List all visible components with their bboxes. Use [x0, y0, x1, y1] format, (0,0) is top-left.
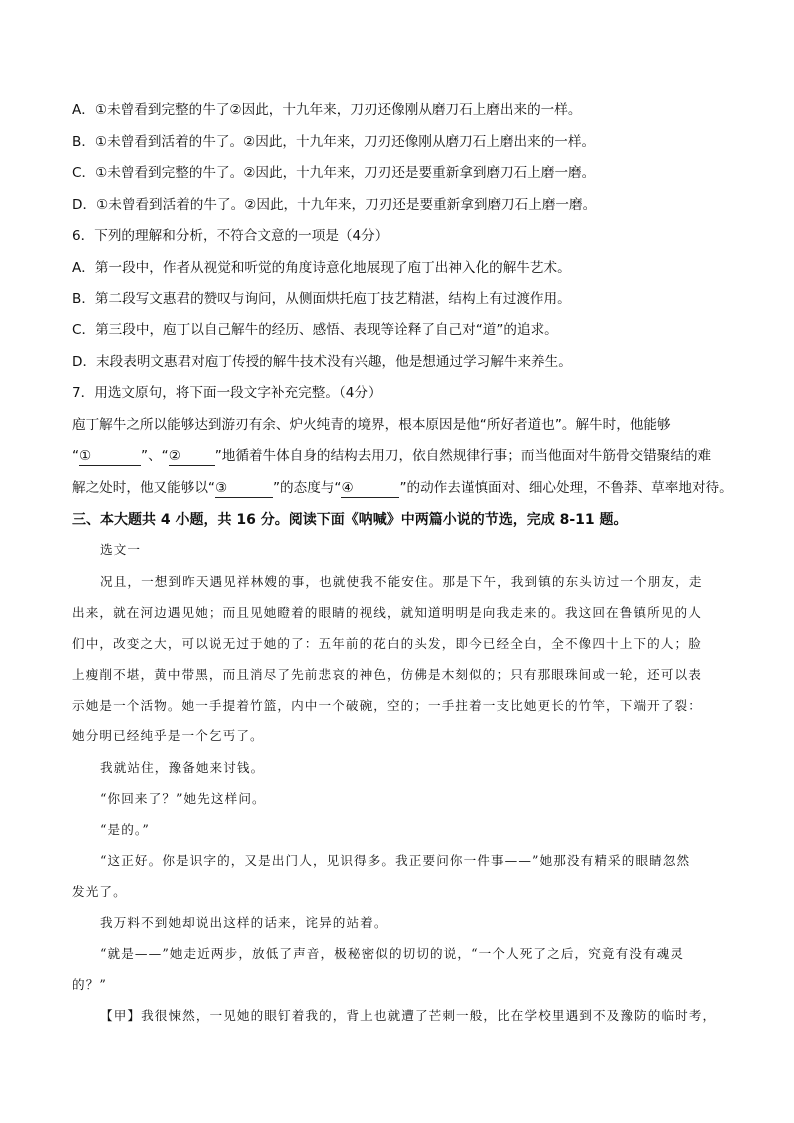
q6-option-a: A．第一段中，作者从视觉和听觉的角度诗意化地展现了庖丁出神入化的解牛艺术。 [72, 260, 571, 276]
q7-quote-open: “ [72, 448, 80, 464]
passage-line: “你回来了？”她先这样问。 [100, 791, 266, 806]
q7-text-mid1: ”、“ [141, 448, 169, 464]
section3-heading: 三、本大题共 4 小题，共 16 分。阅读下面《呐喊》中两篇小说的节选，完成 8-11 题。 [72, 512, 628, 528]
passage-line: 况且，一想到昨天遇见祥林嫂的事，也就使我不能安住。那是下午，我到镇的东头访过一个朋友，走 [100, 574, 703, 589]
q7-text-3b: ”的态度与“ [272, 480, 342, 496]
q6-option-b: B．第二段写文惠君的赞叹与询问，从侧面烘托庖丁技艺精湛，结构上有过渡作用。 [72, 291, 571, 307]
q7-blank-4[interactable]: ④ [341, 479, 399, 498]
q7-blank-3[interactable]: ③ [215, 479, 273, 498]
q7-text-line3 [72, 478, 733, 498]
q7-text-3a: 解之处时，他又能够以“ [72, 480, 215, 496]
q7-stem: 7．用选文原句，将下面一段文字补充完整。（4分） [72, 385, 382, 401]
passage-line: “是的。” [100, 822, 150, 837]
passage-line: 上瘦削不堪，黄中带黑，而且消尽了先前悲哀的神色，仿佛是木刻似的；只有那眼珠间或一轮，还可以表 [72, 667, 702, 682]
q7-text-mid2: ”地循着牛体自身的结构去用刀，依自然规律行事；而当他面对牛筋骨交错聚结的难 [214, 448, 712, 464]
passage-line: 出来，就在河边遇见她；而且见她瞪着的眼睛的视线，就知道明明是向我走来的。我这回在鲁镇所见的人 [72, 605, 702, 620]
q6-option-c: C．第三段中，庖丁以自己解牛的经历、感悟、表现等诠释了自己对“道”的追求。 [72, 322, 558, 338]
q5-option-d: D．①未曾看到活着的牛了。②因此，十九年来，刀刃还是要重新拿到磨刀石上磨一磨。 [72, 197, 597, 213]
q5-option-b: B．①未曾看到活着的牛了。②因此，十九年来，刀刃还像刚从磨刀石上磨出来的一样。 [72, 134, 596, 150]
q7-blank-2[interactable]: ② [169, 447, 215, 466]
passage-line: “就是——”她走近两步，放低了声音，极秘密似的切切的说，“一个人死了之后，究竟有没有魂灵 [100, 946, 685, 961]
passage-line: 示她是一个活物。她一手提着竹篮，内中一个破碗，空的；一手拄着一支比她更长的竹竿，下端开了裂： [72, 698, 702, 713]
q6-stem: 6．下列的理解和分析，不符合文意的一项是（4分） [72, 228, 389, 244]
q5-option-c: C．①未曾看到完整的牛了。②因此，十九年来，刀刃还是要重新拿到磨刀石上磨一磨。 [72, 165, 596, 181]
passage-line: 我就站住，豫备她来讨钱。 [100, 760, 265, 775]
passage-label: 选文一 [100, 542, 142, 557]
passage-line: 我万料不到她却说出这样的话来，诧异的站着。 [100, 915, 388, 930]
passage-line: 的？” [72, 977, 107, 992]
q7-text-3c: ”的动作去谨慎面对、细心处理，不鲁莽、草率地对待。 [399, 480, 733, 496]
passage-line: 【甲】我很悚然，一见她的眼钉着我的，背上也就遭了芒刺一般，比在学校里遇到不及豫防的临时考， [100, 1008, 717, 1023]
q6-option-d: D．末段表明文惠君对庖丁传授的解牛技术没有兴趣，他是想通过学习解牛来养生。 [72, 354, 572, 370]
q7-text-line1: 庖丁解牛之所以能够达到游刃有余、炉火纯青的境界，根本原因是他“所好者道也”。解牛时，他能够 [72, 417, 671, 433]
q7-text-line2 [72, 446, 711, 466]
q7-blank-1[interactable]: ① [79, 447, 141, 466]
q5-option-a: A．①未曾看到完整的牛了②因此，十九年来，刀刃还像刚从磨刀石上磨出来的一样。 [72, 102, 582, 118]
passage-line: 发光了。 [72, 884, 127, 899]
passage-line: 她分明已经纯乎是一个乞丐了。 [72, 728, 264, 743]
passage-line: “这正好。你是识字的，又是出门人，见识得多。我正要问你一件事——”她那没有精采的眼睛忽然 [100, 853, 691, 868]
passage-line: 们中，改变之大，可以说无过于她的了：五年前的花白的头发，即今已经全白，全不像四十上下的人；脸 [72, 636, 702, 651]
